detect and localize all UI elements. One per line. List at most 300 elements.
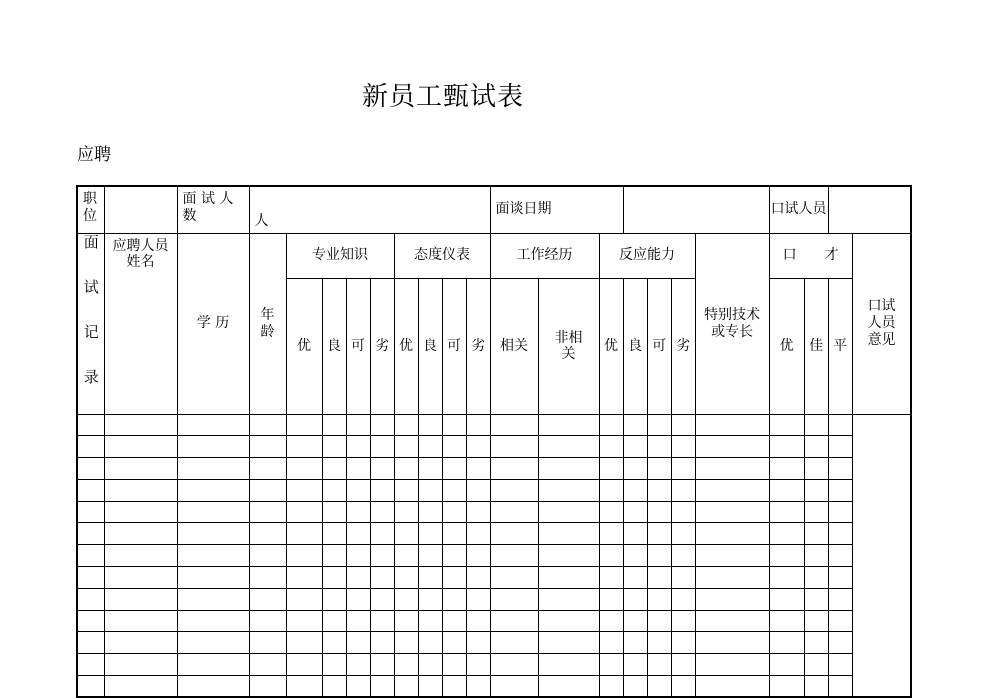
record-cell[interactable] xyxy=(77,501,104,523)
record-cell[interactable] xyxy=(538,610,599,632)
record-cell[interactable] xyxy=(249,588,286,610)
record-cell[interactable] xyxy=(671,676,695,698)
record-cell[interactable] xyxy=(769,436,804,458)
record-cell[interactable] xyxy=(394,436,418,458)
eloquence-grade-excellent: 优 xyxy=(769,279,804,414)
record-cell[interactable] xyxy=(623,523,647,545)
record-cell[interactable] xyxy=(418,479,442,501)
record-cell[interactable] xyxy=(177,588,249,610)
record-cell[interactable] xyxy=(695,479,769,501)
record-cell[interactable] xyxy=(418,501,442,523)
record-cell[interactable] xyxy=(671,501,695,523)
record-cell[interactable] xyxy=(647,501,671,523)
record-cell[interactable] xyxy=(370,610,394,632)
record-cell[interactable] xyxy=(599,523,623,545)
record-cell[interactable] xyxy=(346,654,370,676)
record-cell[interactable] xyxy=(442,632,466,654)
record-cell[interactable] xyxy=(695,436,769,458)
record-cell[interactable] xyxy=(695,501,769,523)
record-cell[interactable] xyxy=(104,610,177,632)
record-cell[interactable] xyxy=(346,479,370,501)
record-cell[interactable] xyxy=(538,501,599,523)
record-cell[interactable] xyxy=(394,654,418,676)
special-skills-header: 特别技术或专长 xyxy=(695,233,769,414)
record-cell[interactable] xyxy=(77,632,104,654)
record-cell[interactable] xyxy=(394,458,418,480)
record-cell[interactable] xyxy=(394,523,418,545)
record-cell[interactable] xyxy=(623,479,647,501)
record-cell[interactable] xyxy=(77,458,104,480)
record-cell[interactable] xyxy=(490,632,538,654)
record-cell[interactable] xyxy=(623,610,647,632)
record-cell[interactable] xyxy=(466,588,490,610)
record-cell[interactable] xyxy=(394,676,418,698)
record-cell[interactable] xyxy=(490,523,538,545)
record-cell[interactable] xyxy=(538,654,599,676)
attitude-appearance-header: 态度仪表 xyxy=(394,233,490,279)
record-cell[interactable] xyxy=(828,414,852,436)
record-cell[interactable] xyxy=(249,610,286,632)
record-cell[interactable] xyxy=(623,654,647,676)
record-cell[interactable] xyxy=(77,479,104,501)
record-cell[interactable] xyxy=(804,414,828,436)
record-cell[interactable] xyxy=(286,676,322,698)
record-cell[interactable] xyxy=(418,654,442,676)
record-cell[interactable] xyxy=(828,632,852,654)
oral-examiner-field[interactable] xyxy=(828,186,911,233)
record-cell[interactable] xyxy=(249,436,286,458)
record-cell[interactable] xyxy=(177,654,249,676)
record-cell[interactable] xyxy=(249,676,286,698)
record-cell[interactable] xyxy=(647,523,671,545)
record-cell[interactable] xyxy=(442,567,466,589)
record-cell[interactable] xyxy=(77,545,104,567)
record-cell[interactable] xyxy=(322,588,346,610)
record-cell[interactable] xyxy=(346,610,370,632)
record-cell[interactable] xyxy=(490,567,538,589)
record-cell[interactable] xyxy=(695,676,769,698)
record-cell[interactable] xyxy=(346,414,370,436)
record-cell[interactable] xyxy=(442,676,466,698)
record-cell[interactable] xyxy=(466,479,490,501)
record-cell[interactable] xyxy=(671,588,695,610)
record-cell[interactable] xyxy=(77,414,104,436)
record-cell[interactable] xyxy=(370,479,394,501)
record-cell[interactable] xyxy=(394,588,418,610)
pk-grade-excellent: 优 xyxy=(286,279,322,414)
record-cell[interactable] xyxy=(695,545,769,567)
examiner-opinion-header: 口试人员意见 xyxy=(852,233,911,414)
record-cell[interactable] xyxy=(671,610,695,632)
record-cell[interactable] xyxy=(104,632,177,654)
record-cell[interactable] xyxy=(695,414,769,436)
record-cell[interactable] xyxy=(828,501,852,523)
record-cell[interactable] xyxy=(104,588,177,610)
record-cell[interactable] xyxy=(671,523,695,545)
record-cell[interactable] xyxy=(769,479,804,501)
record-cell[interactable] xyxy=(177,501,249,523)
record-cell[interactable] xyxy=(177,479,249,501)
record-cell[interactable] xyxy=(322,436,346,458)
record-cell[interactable] xyxy=(418,458,442,480)
record-cell[interactable] xyxy=(828,654,852,676)
table-row xyxy=(77,479,911,501)
record-cell[interactable] xyxy=(804,501,828,523)
record-cell[interactable] xyxy=(623,676,647,698)
record-cell[interactable] xyxy=(490,654,538,676)
record-cell[interactable] xyxy=(346,632,370,654)
record-cell[interactable] xyxy=(286,523,322,545)
record-cell[interactable] xyxy=(466,567,490,589)
record-cell[interactable] xyxy=(104,479,177,501)
record-cell[interactable] xyxy=(538,567,599,589)
record-cell[interactable] xyxy=(769,414,804,436)
record-cell[interactable] xyxy=(418,545,442,567)
record-cell[interactable] xyxy=(538,588,599,610)
record-cell[interactable] xyxy=(538,458,599,480)
record-cell[interactable] xyxy=(695,523,769,545)
record-cell[interactable] xyxy=(671,436,695,458)
record-cell[interactable] xyxy=(77,610,104,632)
record-cell[interactable] xyxy=(623,501,647,523)
record-cell[interactable] xyxy=(671,414,695,436)
record-cell[interactable] xyxy=(394,567,418,589)
record-cell[interactable] xyxy=(394,610,418,632)
record-cell[interactable] xyxy=(77,567,104,589)
record-cell[interactable] xyxy=(370,676,394,698)
record-cell[interactable] xyxy=(370,654,394,676)
record-cell[interactable] xyxy=(466,501,490,523)
record-cell[interactable] xyxy=(695,458,769,480)
record-cell[interactable] xyxy=(769,523,804,545)
record-cell[interactable] xyxy=(418,414,442,436)
table-row xyxy=(77,567,911,589)
record-cell[interactable] xyxy=(177,676,249,698)
record-cell[interactable] xyxy=(370,501,394,523)
record-cell[interactable] xyxy=(286,567,322,589)
record-cell[interactable] xyxy=(286,610,322,632)
record-cell[interactable] xyxy=(442,545,466,567)
record-cell[interactable] xyxy=(769,545,804,567)
record-cell[interactable] xyxy=(442,523,466,545)
record-cell[interactable] xyxy=(286,588,322,610)
record-cell[interactable] xyxy=(623,588,647,610)
record-cell[interactable] xyxy=(286,545,322,567)
record-cell[interactable] xyxy=(394,545,418,567)
record-cell[interactable] xyxy=(466,545,490,567)
record-cell[interactable] xyxy=(828,588,852,610)
record-cell[interactable] xyxy=(249,414,286,436)
record-cell[interactable] xyxy=(695,610,769,632)
record-cell[interactable] xyxy=(769,632,804,654)
record-cell[interactable] xyxy=(177,632,249,654)
record-cell[interactable] xyxy=(804,436,828,458)
record-cell[interactable] xyxy=(647,545,671,567)
record-cell[interactable] xyxy=(322,523,346,545)
record-cell[interactable] xyxy=(538,632,599,654)
record-cell[interactable] xyxy=(370,632,394,654)
record-cell[interactable] xyxy=(249,632,286,654)
record-cell[interactable] xyxy=(77,523,104,545)
record-cell[interactable] xyxy=(177,436,249,458)
record-cell[interactable] xyxy=(647,632,671,654)
record-cell[interactable] xyxy=(695,654,769,676)
record-cell[interactable] xyxy=(442,588,466,610)
record-cell[interactable] xyxy=(647,458,671,480)
record-cell[interactable] xyxy=(249,545,286,567)
record-cell[interactable] xyxy=(490,676,538,698)
record-cell[interactable] xyxy=(177,458,249,480)
record-cell[interactable] xyxy=(370,436,394,458)
record-cell[interactable] xyxy=(466,610,490,632)
section-label-cell xyxy=(77,233,104,414)
record-cell[interactable] xyxy=(695,567,769,589)
record-cell[interactable] xyxy=(77,654,104,676)
record-cell[interactable] xyxy=(249,458,286,480)
record-cell[interactable] xyxy=(599,567,623,589)
record-cell[interactable] xyxy=(104,436,177,458)
record-cell[interactable] xyxy=(695,588,769,610)
record-cell[interactable] xyxy=(442,458,466,480)
record-cell[interactable] xyxy=(599,632,623,654)
record-cell[interactable] xyxy=(418,676,442,698)
record-cell[interactable] xyxy=(322,610,346,632)
record-cell[interactable] xyxy=(442,414,466,436)
record-cell[interactable] xyxy=(538,436,599,458)
record-cell[interactable] xyxy=(104,545,177,567)
record-cell[interactable] xyxy=(322,458,346,480)
record-cell[interactable] xyxy=(286,654,322,676)
record-cell[interactable] xyxy=(286,414,322,436)
record-cell[interactable] xyxy=(647,567,671,589)
record-cell[interactable] xyxy=(828,436,852,458)
record-cell[interactable] xyxy=(623,632,647,654)
record-cell[interactable] xyxy=(322,414,346,436)
record-cell[interactable] xyxy=(804,523,828,545)
record-cell[interactable] xyxy=(418,610,442,632)
record-cell[interactable] xyxy=(442,610,466,632)
record-cell[interactable] xyxy=(394,414,418,436)
record-cell[interactable] xyxy=(442,436,466,458)
record-cell[interactable] xyxy=(769,567,804,589)
record-cell[interactable] xyxy=(490,545,538,567)
record-cell[interactable] xyxy=(623,458,647,480)
record-cell[interactable] xyxy=(466,523,490,545)
record-cell[interactable] xyxy=(647,610,671,632)
record-cell[interactable] xyxy=(671,632,695,654)
record-cell[interactable] xyxy=(804,610,828,632)
record-cell[interactable] xyxy=(599,588,623,610)
record-cell[interactable] xyxy=(490,436,538,458)
record-cell[interactable] xyxy=(647,479,671,501)
record-cell[interactable] xyxy=(490,479,538,501)
record-cell[interactable] xyxy=(418,436,442,458)
record-cell[interactable] xyxy=(370,545,394,567)
record-cell[interactable] xyxy=(623,436,647,458)
record-cell[interactable] xyxy=(370,523,394,545)
record-cell[interactable] xyxy=(286,501,322,523)
record-cell[interactable] xyxy=(623,567,647,589)
record-cell[interactable] xyxy=(599,501,623,523)
record-cell[interactable] xyxy=(77,676,104,698)
record-cell[interactable] xyxy=(418,588,442,610)
record-cell[interactable] xyxy=(647,654,671,676)
record-cell[interactable] xyxy=(418,523,442,545)
record-cell[interactable] xyxy=(490,414,538,436)
record-cell[interactable] xyxy=(623,545,647,567)
record-cell[interactable] xyxy=(77,588,104,610)
record-cell[interactable] xyxy=(346,458,370,480)
record-cell[interactable] xyxy=(647,436,671,458)
record-cell[interactable] xyxy=(599,654,623,676)
record-cell[interactable] xyxy=(346,588,370,610)
table-row xyxy=(77,523,911,545)
record-cell[interactable] xyxy=(177,523,249,545)
position-field[interactable] xyxy=(104,186,177,233)
record-cell[interactable] xyxy=(77,436,104,458)
record-cell[interactable] xyxy=(322,676,346,698)
record-cell[interactable] xyxy=(104,676,177,698)
record-cell[interactable] xyxy=(370,567,394,589)
record-cell[interactable] xyxy=(370,588,394,610)
record-cell[interactable] xyxy=(828,567,852,589)
record-cell[interactable] xyxy=(286,458,322,480)
record-cell[interactable] xyxy=(599,458,623,480)
record-cell[interactable] xyxy=(466,676,490,698)
record-cell[interactable] xyxy=(370,414,394,436)
record-cell[interactable] xyxy=(804,676,828,698)
record-cell[interactable] xyxy=(538,523,599,545)
record-cell[interactable] xyxy=(769,588,804,610)
record-cell[interactable] xyxy=(177,567,249,589)
record-cell[interactable] xyxy=(828,676,852,698)
record-cell[interactable] xyxy=(538,414,599,436)
record-cell[interactable] xyxy=(346,676,370,698)
record-cell[interactable] xyxy=(671,479,695,501)
record-cell[interactable] xyxy=(599,545,623,567)
record-cell[interactable] xyxy=(804,545,828,567)
record-cell[interactable] xyxy=(466,632,490,654)
record-cell[interactable] xyxy=(394,632,418,654)
record-cell[interactable] xyxy=(828,545,852,567)
record-cell[interactable] xyxy=(828,479,852,501)
record-cell[interactable] xyxy=(599,676,623,698)
record-cell[interactable] xyxy=(828,458,852,480)
record-cell[interactable] xyxy=(599,436,623,458)
record-cell[interactable] xyxy=(466,654,490,676)
interview-date-field[interactable] xyxy=(623,186,769,233)
record-cell[interactable] xyxy=(769,676,804,698)
record-cell[interactable] xyxy=(804,458,828,480)
record-cell[interactable] xyxy=(671,654,695,676)
record-cell[interactable] xyxy=(249,479,286,501)
record-cell[interactable] xyxy=(394,501,418,523)
record-cell[interactable] xyxy=(322,654,346,676)
record-cell[interactable] xyxy=(671,545,695,567)
record-cell[interactable] xyxy=(647,414,671,436)
record-cell[interactable] xyxy=(286,479,322,501)
record-cell[interactable] xyxy=(394,479,418,501)
record-cell[interactable] xyxy=(346,436,370,458)
record-cell[interactable] xyxy=(442,501,466,523)
record-cell[interactable] xyxy=(804,479,828,501)
record-cell[interactable] xyxy=(490,501,538,523)
record-cell[interactable] xyxy=(322,479,346,501)
record-cell[interactable] xyxy=(599,610,623,632)
record-cell[interactable] xyxy=(599,414,623,436)
record-cell[interactable] xyxy=(177,610,249,632)
record-cell[interactable] xyxy=(671,567,695,589)
record-cell[interactable] xyxy=(249,501,286,523)
record-cell[interactable] xyxy=(346,501,370,523)
record-cell[interactable] xyxy=(769,654,804,676)
record-cell[interactable] xyxy=(647,676,671,698)
record-cell[interactable] xyxy=(538,545,599,567)
record-cell[interactable] xyxy=(538,479,599,501)
record-cell[interactable] xyxy=(442,479,466,501)
record-cell[interactable] xyxy=(370,458,394,480)
record-cell[interactable] xyxy=(418,632,442,654)
record-cell[interactable] xyxy=(538,676,599,698)
record-cell[interactable] xyxy=(322,567,346,589)
record-cell[interactable] xyxy=(442,654,466,676)
record-cell[interactable] xyxy=(104,414,177,436)
record-cell[interactable] xyxy=(346,545,370,567)
record-cell[interactable] xyxy=(322,501,346,523)
record-cell[interactable] xyxy=(490,588,538,610)
record-cell[interactable] xyxy=(346,567,370,589)
record-cell[interactable] xyxy=(695,632,769,654)
record-cell[interactable] xyxy=(286,436,322,458)
record-cell[interactable] xyxy=(104,501,177,523)
record-cell[interactable] xyxy=(418,567,442,589)
record-cell[interactable] xyxy=(104,458,177,480)
record-cell[interactable] xyxy=(828,523,852,545)
record-cell[interactable] xyxy=(828,610,852,632)
record-cell[interactable] xyxy=(346,523,370,545)
record-cell[interactable] xyxy=(804,588,828,610)
record-cell[interactable] xyxy=(490,458,538,480)
record-cell[interactable] xyxy=(769,610,804,632)
record-cell[interactable] xyxy=(249,523,286,545)
record-cell[interactable] xyxy=(671,458,695,480)
record-cell[interactable] xyxy=(286,632,322,654)
record-cell[interactable] xyxy=(769,458,804,480)
record-cell[interactable] xyxy=(466,458,490,480)
record-cell[interactable] xyxy=(177,414,249,436)
record-cell[interactable] xyxy=(104,654,177,676)
record-cell[interactable] xyxy=(249,567,286,589)
record-cell[interactable] xyxy=(104,523,177,545)
record-cell[interactable] xyxy=(647,588,671,610)
record-cell[interactable] xyxy=(599,479,623,501)
record-cell[interactable] xyxy=(804,654,828,676)
record-cell[interactable] xyxy=(249,654,286,676)
record-cell[interactable] xyxy=(490,610,538,632)
table-row xyxy=(77,588,911,610)
record-cell[interactable] xyxy=(322,545,346,567)
record-cell[interactable] xyxy=(804,632,828,654)
record-cell[interactable] xyxy=(177,545,249,567)
interviewee-count-field[interactable] xyxy=(249,186,490,233)
record-cell[interactable] xyxy=(104,567,177,589)
record-cell[interactable] xyxy=(466,436,490,458)
record-cell[interactable] xyxy=(769,501,804,523)
record-cell[interactable] xyxy=(466,414,490,436)
record-cell[interactable] xyxy=(322,632,346,654)
record-cell[interactable] xyxy=(804,567,828,589)
record-cell[interactable] xyxy=(623,414,647,436)
